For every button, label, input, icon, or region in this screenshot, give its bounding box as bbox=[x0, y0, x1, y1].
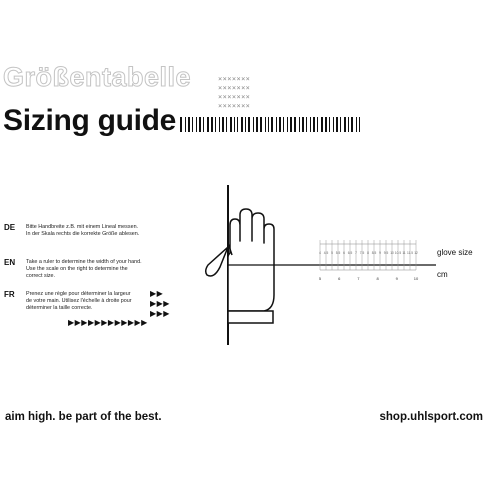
barcode-bar bbox=[230, 117, 232, 132]
instruction-line: Use the scale on the right to determine the bbox=[26, 266, 128, 272]
cm-tick-label: 6 bbox=[338, 276, 341, 281]
glove-size-tick-label: 8.5 bbox=[371, 251, 377, 255]
barcode-bar bbox=[222, 117, 224, 132]
barcode-bar bbox=[188, 117, 190, 132]
glove-size-tick-label: 7.5 bbox=[359, 251, 365, 255]
barcode-bar bbox=[356, 117, 357, 132]
glove-size-tick-label: 12 bbox=[414, 251, 418, 255]
barcode-bar bbox=[306, 117, 307, 132]
glove-size-tick-label: 6 bbox=[343, 251, 345, 255]
barcode-bar bbox=[313, 117, 315, 132]
instruction-line: correct size. bbox=[26, 273, 56, 279]
instruction-line: Bitte Handbreite z.B. mit einem Lineal messen. bbox=[26, 224, 139, 230]
barcode-bar bbox=[226, 117, 227, 132]
title-german: Größentabelle bbox=[3, 62, 192, 92]
barcode-bar bbox=[203, 117, 204, 132]
instruction-text-fr bbox=[26, 291, 156, 312]
barcode-bar bbox=[219, 117, 220, 132]
barcode-bar bbox=[333, 117, 334, 132]
barcode-bar bbox=[283, 117, 284, 132]
glove-size-tick-label: 11 bbox=[402, 251, 406, 255]
instruction-text-de bbox=[26, 224, 156, 238]
website-link[interactable]: shop.uhlsport.com bbox=[379, 411, 483, 423]
glove-size-tick-label: 11.5 bbox=[407, 251, 413, 255]
barcode-bar bbox=[344, 117, 346, 132]
barcode-bar bbox=[215, 117, 216, 132]
cm-tick-label: 9 bbox=[395, 276, 398, 281]
lang-code-en: EN bbox=[4, 258, 16, 267]
glove-size-tick-label: 10.5 bbox=[394, 251, 402, 255]
barcode-decoration bbox=[180, 117, 380, 132]
barcode-bar bbox=[199, 117, 201, 132]
barcode-bar bbox=[279, 117, 281, 132]
barcode-bar bbox=[317, 117, 318, 132]
barcode-bar bbox=[180, 117, 182, 132]
glove-size-tick-label: 10 bbox=[390, 251, 394, 255]
cm-tick-label: 10 bbox=[413, 276, 419, 281]
barcode-bar bbox=[336, 117, 338, 132]
glove-size-tick-label: 4.5 bbox=[323, 251, 329, 255]
x-pattern-decoration: ××××××× ××××××× ××××××× ××××××× bbox=[218, 75, 251, 110]
triangle-arrow-icon: ▶▶▶ bbox=[150, 299, 170, 308]
barcode-bar bbox=[265, 117, 266, 132]
barcode-bar bbox=[211, 117, 213, 132]
glove-size-tick-label: 9.5 bbox=[383, 251, 389, 255]
instruction-line: In der Skala rechts die korrekte Größe ablesen. bbox=[26, 231, 140, 237]
triangle-arrow-icon: ▶▶ bbox=[150, 289, 164, 298]
barcode-bar bbox=[245, 117, 246, 132]
barcode-bar bbox=[340, 117, 341, 132]
triangle-arrow-icon: ▶▶▶▶▶▶▶▶▶▶▶▶ bbox=[68, 318, 148, 327]
instruction-line: de votre main. Utilisez l'échelle à droite pour bbox=[26, 298, 132, 304]
barcode-bar bbox=[287, 117, 288, 132]
cm-label: cm bbox=[437, 270, 448, 279]
instruction-line: déterminer la taille correcte. bbox=[26, 305, 93, 311]
instruction-line: Prenez une règle pour déterminer la largeur bbox=[26, 291, 131, 297]
barcode-bar bbox=[237, 117, 238, 132]
barcode-bar bbox=[271, 117, 273, 132]
cm-tick-label: 7 bbox=[357, 276, 360, 281]
glove-size-tick-label: 5.5 bbox=[335, 251, 341, 255]
barcode-bar bbox=[299, 117, 300, 132]
size-scale bbox=[280, 230, 436, 290]
cm-tick-label: 8 bbox=[376, 276, 379, 281]
glove-size-tick-label: 4 bbox=[319, 251, 321, 255]
barcode-bar bbox=[260, 117, 262, 132]
glove-size-tick-label: 7 bbox=[355, 251, 357, 255]
barcode-bar bbox=[276, 117, 277, 132]
glove-size-tick-label: 6.5 bbox=[347, 251, 353, 255]
barcode-bar bbox=[256, 117, 258, 132]
barcode-bar bbox=[290, 117, 292, 132]
barcode-bar bbox=[302, 117, 304, 132]
hand-outline-icon bbox=[200, 185, 280, 345]
instruction-text-en bbox=[26, 259, 156, 280]
lang-code-fr: FR bbox=[4, 290, 15, 299]
barcode-bar bbox=[207, 117, 209, 132]
barcode-bar bbox=[268, 117, 269, 132]
instruction-line: Take a ruler to determine the width of your hand. bbox=[26, 259, 142, 265]
glove-size-tick-label: 9 bbox=[379, 251, 381, 255]
barcode-bar bbox=[321, 117, 323, 132]
barcode-bar bbox=[253, 117, 254, 132]
glove-size-tick-label: 8 bbox=[367, 251, 369, 255]
barcode-bar bbox=[351, 117, 353, 132]
triangle-arrow-icon: ▶▶▶ bbox=[150, 309, 170, 318]
lang-code-de: DE bbox=[4, 223, 16, 232]
barcode-bar bbox=[192, 117, 193, 132]
barcode-bar bbox=[348, 117, 349, 132]
glove-size-tick-label: 5 bbox=[331, 251, 333, 255]
title-english: Sizing guide bbox=[3, 104, 177, 137]
barcode-bar bbox=[185, 117, 186, 132]
barcode-bar bbox=[359, 117, 360, 132]
barcode-bar bbox=[234, 117, 235, 132]
cm-tick-label: 5 bbox=[318, 276, 322, 281]
barcode-bar bbox=[241, 117, 243, 132]
slogan: aim high. be part of the best. bbox=[5, 411, 162, 423]
glove-size-label: glove size bbox=[437, 248, 473, 257]
barcode-bar bbox=[310, 117, 311, 132]
barcode-bar bbox=[196, 117, 197, 132]
barcode-bar bbox=[329, 117, 330, 132]
barcode-bar bbox=[248, 117, 250, 132]
barcode-bar bbox=[294, 117, 296, 132]
barcode-bar bbox=[325, 117, 327, 132]
